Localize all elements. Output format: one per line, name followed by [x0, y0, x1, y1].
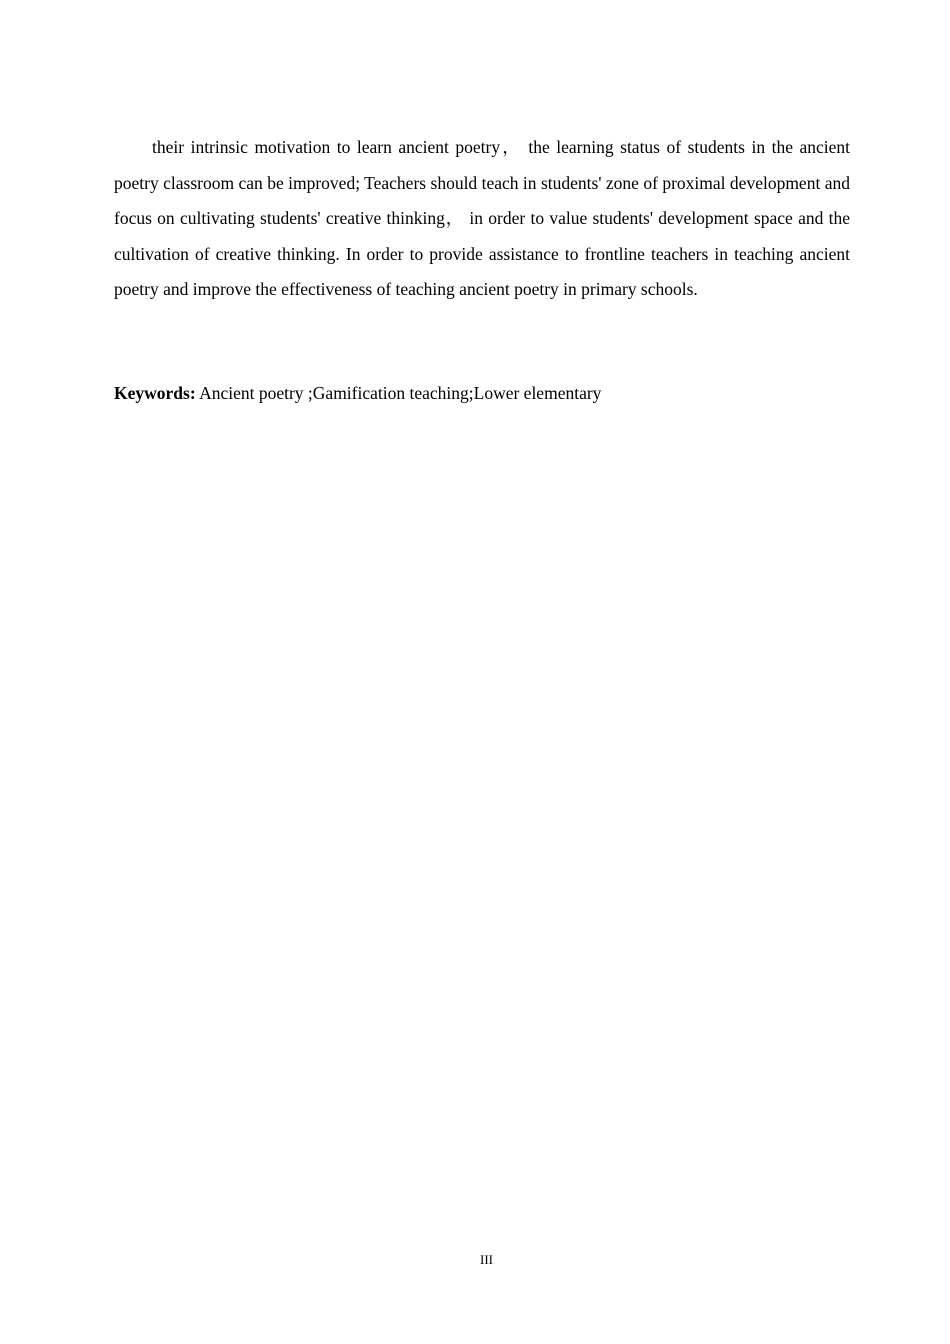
keywords-label: Keywords: [114, 383, 196, 403]
keywords-value: Ancient poetry ;Gamification teaching;Lower elementary [199, 383, 602, 403]
page-number: III [480, 1252, 493, 1267]
abstract-paragraph: their intrinsic motivation to learn ancient poetry， the learning status of students in the ancient poetry classroom can be improved; Teachers should teach in students' zone of proximal development and focus on cultivating students' creative thinking， in order to value students' development space and the cultivation of creative thinking. In order to provide assistance to frontline teachers in teaching ancient poetry and improve the effectiveness of teaching ancient poetry in primary schools. [114, 137, 850, 299]
keywords-line [114, 378, 850, 408]
